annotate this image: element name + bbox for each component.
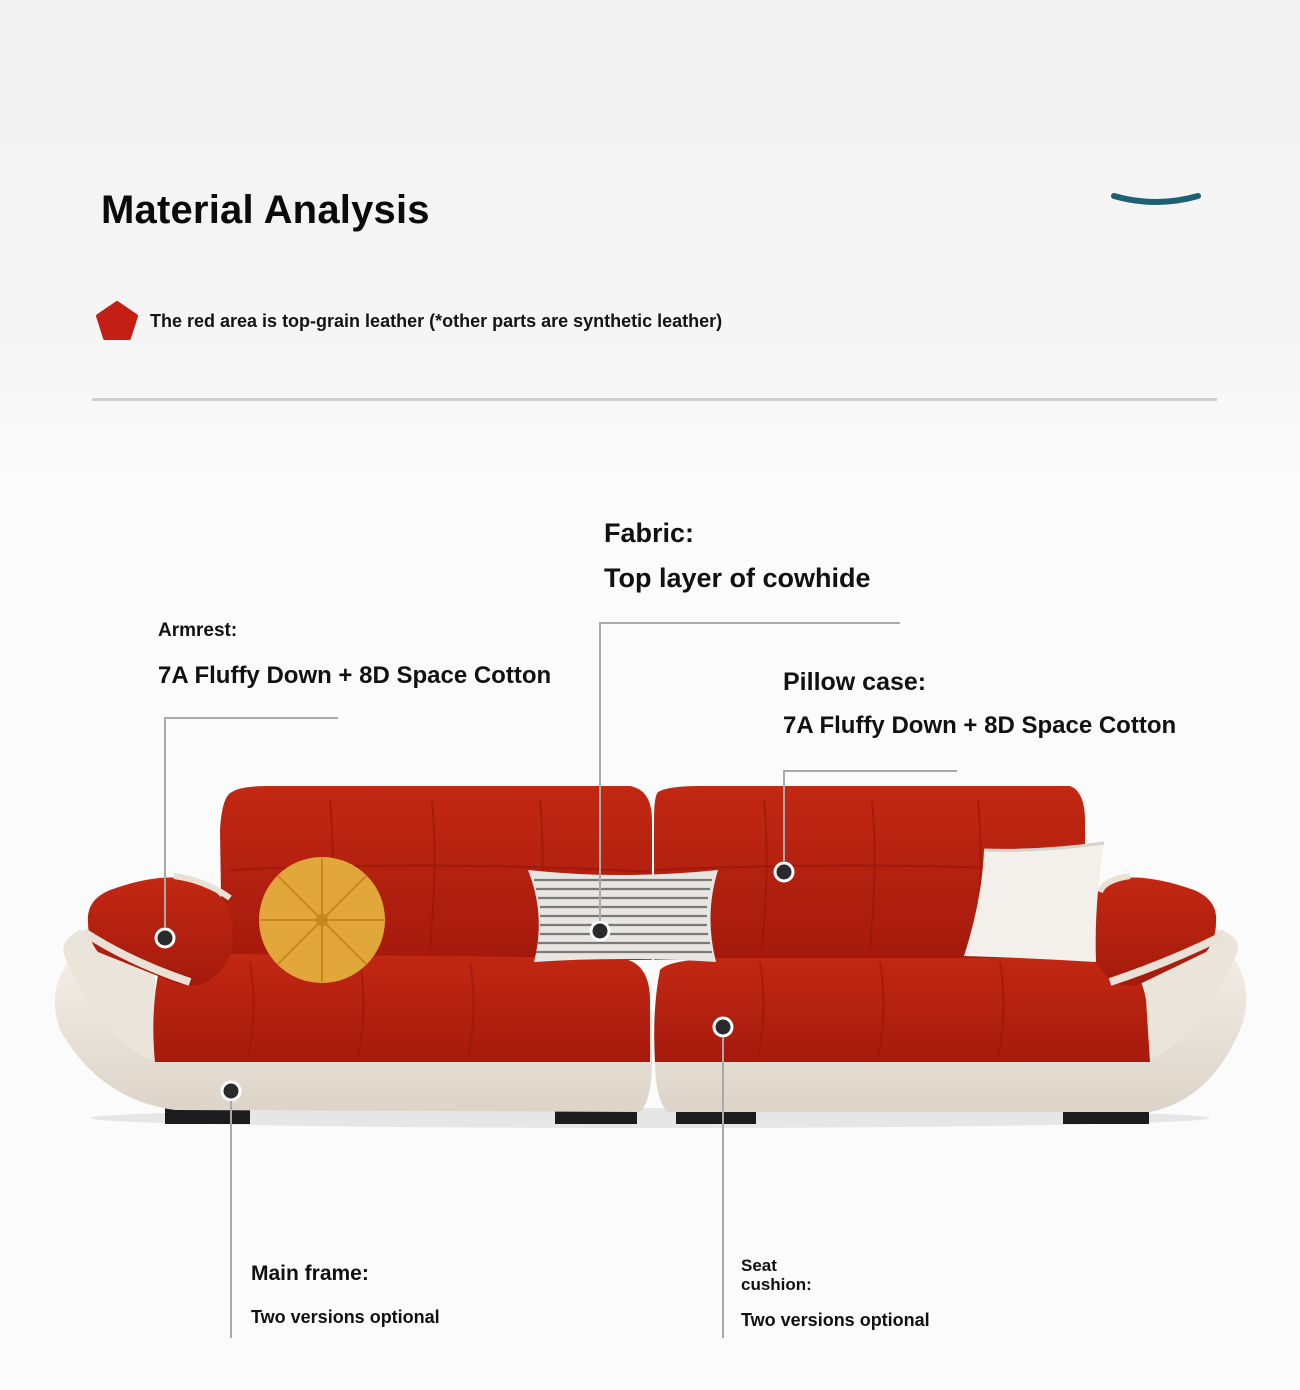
pillow-case-title: Pillow case:: [783, 668, 927, 696]
pillow-case-detail: 7A Fluffy Down + 8D Space Cotton: [783, 712, 1177, 739]
main-frame-detail: Two versions optional: [251, 1307, 440, 1327]
seat-cushion-title-line2: cushion:: [741, 1275, 812, 1294]
fabric-detail: Top layer of cowhide: [604, 563, 871, 593]
armrest-title: Armrest:: [158, 620, 238, 641]
fabric-title: Fabric:: [604, 518, 695, 548]
seat-cushion-detail: Two versions optional: [741, 1310, 930, 1330]
armrest-detail: 7A Fluffy Down + 8D Space Cotton: [158, 662, 552, 689]
legend-text: The red area is top-grain leather (*other parts are synthetic leather): [150, 310, 723, 331]
page-title: Material Analysis: [101, 188, 430, 232]
main-frame-title: Main frame:: [251, 1262, 369, 1285]
seat-cushion-title-line1: Seat: [741, 1256, 777, 1275]
